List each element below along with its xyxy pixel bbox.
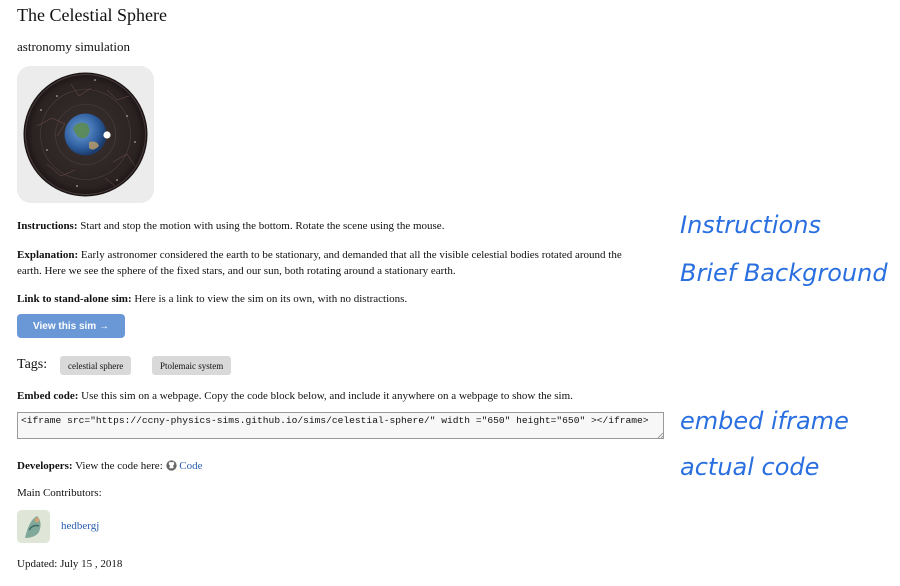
- contributors-label: Main Contributors:: [17, 487, 102, 499]
- explanation-label: Explanation:: [17, 249, 79, 261]
- updated-date: Updated: July 15 , 2018: [17, 558, 123, 570]
- resize-handle-icon[interactable]: [657, 432, 664, 439]
- contributor-link[interactable]: hedbergj: [61, 520, 100, 532]
- embed-text: Use this sim on a webpage. Copy the code block below, and include it anywhere on a webpage to show the sim.: [78, 390, 573, 402]
- avatar[interactable]: [17, 510, 50, 543]
- code-link[interactable]: Code: [179, 460, 203, 472]
- page-subtitle: astronomy simulation: [17, 39, 131, 54]
- instructions-label: Instructions:: [17, 220, 78, 232]
- standalone-text: Here is a link to view the sim on its own, with no distractions.: [131, 293, 408, 305]
- standalone-label: Link to stand-alone sim:: [17, 293, 132, 305]
- developers-label: Developers:: [17, 460, 73, 472]
- github-icon: [166, 460, 177, 476]
- tag-celestial-sphere[interactable]: celestial sphere: [60, 356, 131, 375]
- explanation-paragraph: [17, 247, 647, 279]
- developers-paragraph: [17, 458, 647, 476]
- embed-paragraph: [17, 388, 647, 404]
- standalone-paragraph: [17, 291, 647, 307]
- embed-code-textarea[interactable]: <iframe src="https://ccny-physics-sims.github.io/sims/celestial-sphere/" width ="650" height="650" ></iframe>: [17, 412, 664, 439]
- tags-label: Tags:: [17, 357, 48, 372]
- instructions-paragraph: [17, 218, 647, 234]
- annotation-instructions: Instructions: [680, 211, 821, 239]
- annotation-background: Brief Background: [680, 259, 888, 287]
- view-sim-button[interactable]: View this sim →: [17, 314, 125, 338]
- instructions-text: Start and stop the motion with using the bottom. Rotate the scene using the mouse.: [77, 220, 445, 232]
- developers-text: View the code here:: [72, 460, 166, 472]
- page-title: The Celestial Sphere: [17, 5, 167, 25]
- celestial-sphere-image: [17, 66, 154, 203]
- annotation-embed: embed iframe: [680, 407, 849, 435]
- tag-ptolemaic-system[interactable]: Ptolemaic system: [152, 356, 231, 375]
- embed-label: Embed code:: [17, 390, 79, 402]
- explanation-text: Early astronomer considered the earth to be stationary, and demanded that all the visible celestial bodies rotated around the earth. Here we see the sphere of the fixed stars, and our sun, both rotating around a stationary earth.: [17, 249, 622, 277]
- sim-thumbnail[interactable]: [17, 66, 154, 203]
- annotation-code: actual code: [680, 453, 820, 481]
